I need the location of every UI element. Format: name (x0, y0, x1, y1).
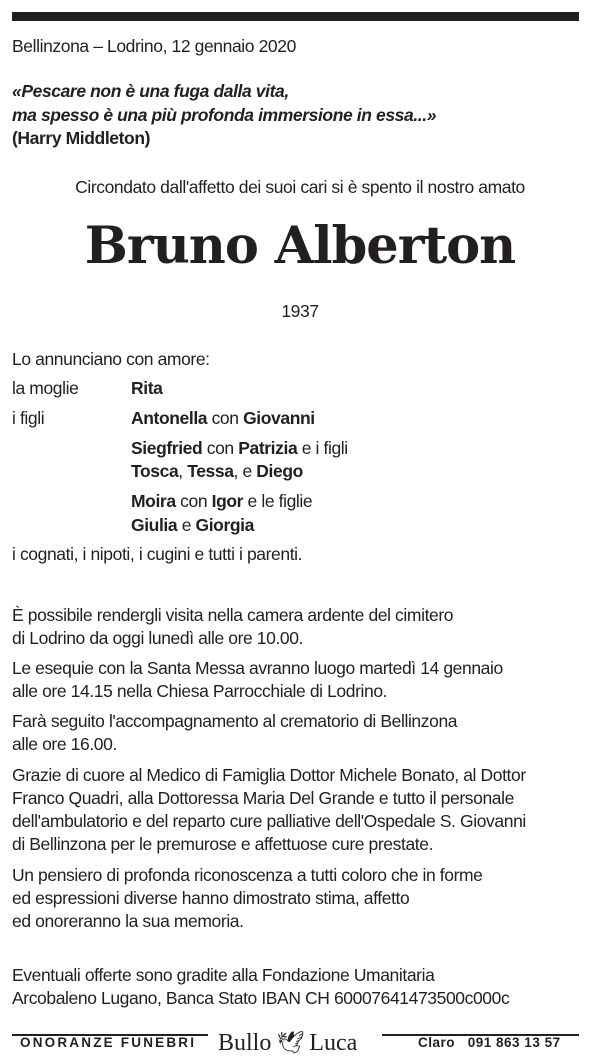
paragraph-thanks-4: di Bellinzona per le premurose e affettuose cure prestate. (12, 834, 434, 854)
grandchild: Giulia (131, 515, 178, 535)
intro-text: Circondato dall'affetto dei suoi cari si è spento il nostro amato (75, 177, 525, 197)
paragraph-thanks-1: Grazie di cuore al Medico di Famiglia Dottor Michele Bonato, al Dottor (12, 765, 526, 785)
child-2-partner: Patrizia (238, 438, 298, 458)
logo-text-left: Bullo (218, 1030, 272, 1056)
children-label: i figli (12, 408, 45, 428)
child-3-partner: Igor (211, 491, 244, 511)
quote-author: (Harry Middleton) (12, 128, 151, 148)
conj: con (175, 491, 212, 511)
grandchild: Tessa (187, 461, 234, 481)
child-1-partner: Giovanni (243, 408, 315, 428)
grandchild: Tosca (131, 461, 179, 481)
child-1 (131, 407, 315, 430)
grandchildren-1 (131, 460, 303, 483)
paragraph-thanks-3: dell'ambulatorio e del reparto cure palliative dell'Ospedale S. Giovanni (12, 811, 526, 831)
sep: , e (233, 461, 257, 481)
child-2-name: Siegfried (131, 438, 203, 458)
announce-text: Lo annunciano con amore: (12, 349, 210, 369)
paragraph-cremation-2: alle ore 16.00. (12, 734, 117, 754)
paragraph-thanks-2: Franco Quadri, alla Dottoressa Maria Del Grande e tutto il personale (12, 788, 514, 808)
other-relatives: i cognati, i nipoti, i cugini e tutti i parenti. (12, 544, 303, 564)
wife-label: la moglie (12, 378, 79, 398)
conj: con (207, 408, 244, 428)
paragraph-visit-2: di Lodrino da oggi lunedì alle ore 10.00. (12, 628, 304, 648)
footer-company: ONORANZE FUNEBRI (20, 1035, 197, 1050)
paragraph-funeral-1: Le esequie con la Santa Messa avranno luogo martedì 14 gennaio (12, 658, 503, 678)
dove-icon: 🕊 (276, 1030, 305, 1055)
conj-rest: e i figli (297, 438, 348, 458)
paragraph-gratitude-3: ed onoreranno la sua memoria. (12, 911, 244, 931)
footer-logo (218, 1030, 357, 1057)
child-3-name: Moira (131, 491, 176, 511)
conj: con (202, 438, 239, 458)
deceased-name: Bruno Alberton (84, 216, 516, 276)
paragraph-visit-1: È possibile rendergli visita nella camera ardente del cimitero (12, 605, 454, 625)
birth-year: 1937 (281, 301, 319, 321)
child-3 (131, 490, 312, 513)
paragraph-cremation-1: Farà seguito l'accompagnamento al crematorio di Bellinzona (12, 711, 458, 731)
grandchildren-2 (131, 514, 254, 537)
sep: e (177, 515, 196, 535)
conj-rest: e le figlie (243, 491, 313, 511)
child-2 (131, 437, 348, 460)
wife-name: Rita (131, 378, 163, 398)
place-date: Bellinzona – Lodrino, 12 gennaio 2020 (12, 36, 296, 56)
footer-contact: Claro 091 863 13 57 (418, 1035, 561, 1050)
top-rule (12, 12, 579, 21)
donation-line-2: Arcobaleno Lugano, Banca Stato IBAN CH 60007641473500c000c (12, 988, 510, 1008)
quote-line-1: «Pescare non è una fuga dalla vita, (12, 81, 289, 101)
sep: , (178, 461, 188, 481)
quote-line-2: ma spesso è una più profonda immersione in essa...» (12, 105, 437, 125)
child-1-name: Antonella (131, 408, 208, 428)
grandchild: Giorgia (195, 515, 254, 535)
paragraph-gratitude-2: ed espressioni diverse hanno dimostrato stima, affetto (12, 888, 410, 908)
paragraph-funeral-2: alle ore 14.15 nella Chiesa Parrocchiale di Lodrino. (12, 681, 388, 701)
logo-text-right: Luca (309, 1030, 358, 1056)
donation-line-1: Eventuali offerte sono gradite alla Fondazione Umanitaria (12, 965, 435, 985)
grandchild: Diego (256, 461, 303, 481)
paragraph-gratitude-1: Un pensiero di profonda riconoscenza a tutti coloro che in forme (12, 865, 483, 885)
